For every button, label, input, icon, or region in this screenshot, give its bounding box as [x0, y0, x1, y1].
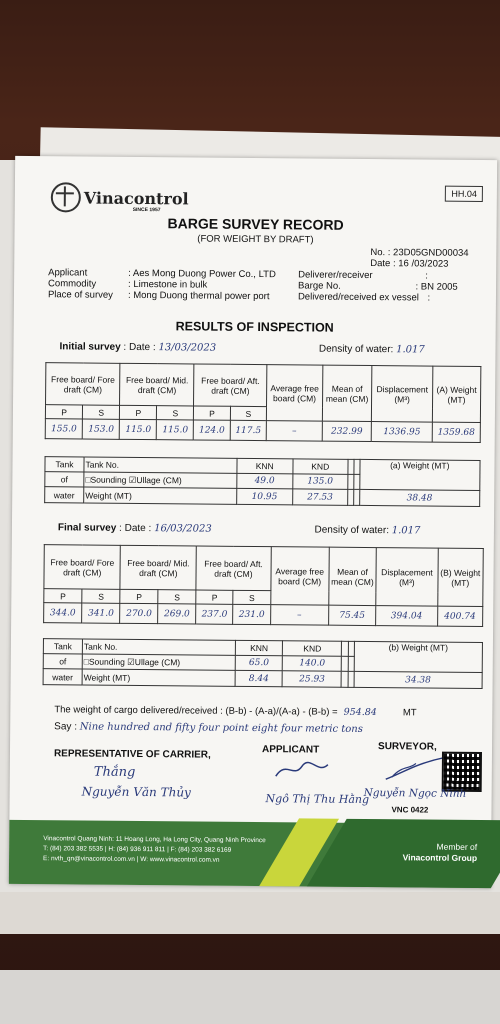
- footer-member: Member of Vinacontrol Group: [402, 841, 478, 863]
- final-survey-line: Final survey : Date : 16/03/2023 Density of water: 1.017: [57, 522, 421, 537]
- applicant-signature-label: APPLICANT: [261, 744, 320, 756]
- initial-date: 13/03/2023: [158, 342, 217, 354]
- delivered-ex-field: Delivered/received ex vessel :: [297, 291, 431, 304]
- cargo-weight-value: 954.84: [343, 706, 377, 719]
- carrier-signature: Thắng: [93, 764, 136, 780]
- background-paper: [0, 892, 500, 934]
- record-number: No. : 23D05GND00034: [370, 247, 469, 259]
- deliverer-field: Deliverer/receiver :: [298, 269, 428, 282]
- barge-field: Barge No. : BN 2005: [298, 280, 458, 293]
- cargo-say-value: Nine hundred and fifty four point eight four metric tons: [79, 721, 363, 735]
- surveyor-name: Nguyễn Ngọc Ninh: [363, 786, 467, 800]
- results-heading: RESULTS OF INSPECTION: [175, 319, 334, 335]
- cargo-weight-line: The weight of cargo delivered/received : (B-b) - (A-a)/(A-a) - (B-b) = 954.84 MT: [54, 704, 417, 719]
- qr-code-icon: [442, 752, 482, 792]
- company-name: Vinacontrol: [83, 188, 189, 208]
- surveyor-signature: [382, 753, 448, 784]
- final-tank-table: Tank Tank No. KNN KND (b) Weight (MT) of □Sounding ☑Ullage (CM) 65.0 140.0 water Weight (MT) 8.44 25.93 34.38: [43, 638, 483, 689]
- carrier-signature-label: REPRESENTATIVE OF CARRIER,: [53, 748, 211, 761]
- company-since: SINCE 1957: [132, 206, 161, 214]
- record-date: Date : 16 /03/2023: [370, 258, 449, 270]
- document-footer: [9, 820, 492, 888]
- form-number: HH.04: [445, 186, 483, 202]
- surveyor-signature-label: SURVEYOR,: [377, 741, 437, 753]
- background-floor: [0, 970, 500, 1024]
- final-draft-table: Free board/ Fore draft (CM) Free board/ Mid. draft (CM) Free board/ Aft. draft (CM) Average free board (CM) Mean of mean (CM) Displacement (M³) (B) Weight (MT) P S P S P S 344.0 341.0 270.0 269.0 237.0 231.0 – 75.45 394.04 400.74: [43, 544, 484, 627]
- initial-survey-line: Initial survey : Date : 13/03/2023 Density of water: 1.017: [59, 341, 425, 356]
- cargo-say-line: Say : Nine hundred and fifty four point eight four metric tons: [54, 721, 363, 735]
- scale-icon: [51, 182, 81, 212]
- surveyor-code: VNC 0422: [391, 805, 429, 815]
- commodity-field: Commodity : Limestone in bulk: [48, 278, 208, 291]
- applicant-field: Applicant : Aes Mong Duong Power Co., LTD: [48, 267, 276, 281]
- applicant-signature: [272, 756, 332, 783]
- place-field: Place of survey : Mong Duong thermal power port: [47, 289, 270, 303]
- initial-draft-table: Free board/ Fore draft (CM) Free board/ Mid. draft (CM) Free board/ Aft. draft (CM) Average free board (CM) Mean of mean (CM) Displacement (M³) (A) Weight (MT) P S P S P S 155.0 153.0 115.0 115.0 124.0 117.5 – 232.99 1336.95 1359.68: [45, 362, 482, 443]
- final-density: 1.017: [391, 525, 421, 537]
- final-date: 16/03/2023: [154, 523, 212, 535]
- initial-density: 1.017: [396, 344, 425, 356]
- company-logo: [51, 182, 189, 213]
- document-title: BARGE SURVEY RECORD: [167, 215, 344, 233]
- document-subtitle: (FOR WEIGHT BY DRAFT): [197, 233, 314, 246]
- survey-document: [9, 156, 497, 888]
- applicant-name: Ngô Thị Thu Hằng: [265, 792, 370, 807]
- carrier-name: Nguyễn Văn Thủy: [81, 784, 191, 800]
- footer-contact: Vinacontrol Quang Ninh: 11 Hoang Long, Ha Long City, Quang Ninh Province T: (84) 203 382 5535 | H: (84) 936 911 811 | F: (84) 203 382 6169 E: nvth_qn@vinacontrol.com.vn | W: www.vinacontrol.com.vn: [43, 835, 266, 864]
- initial-tank-table: Tank Tank No. KNN KND (a) Weight (MT) of □Sounding ☑Ullage (CM) 49.0 135.0 water Weight (MT) 10.95 27.53 38.48: [44, 456, 480, 507]
